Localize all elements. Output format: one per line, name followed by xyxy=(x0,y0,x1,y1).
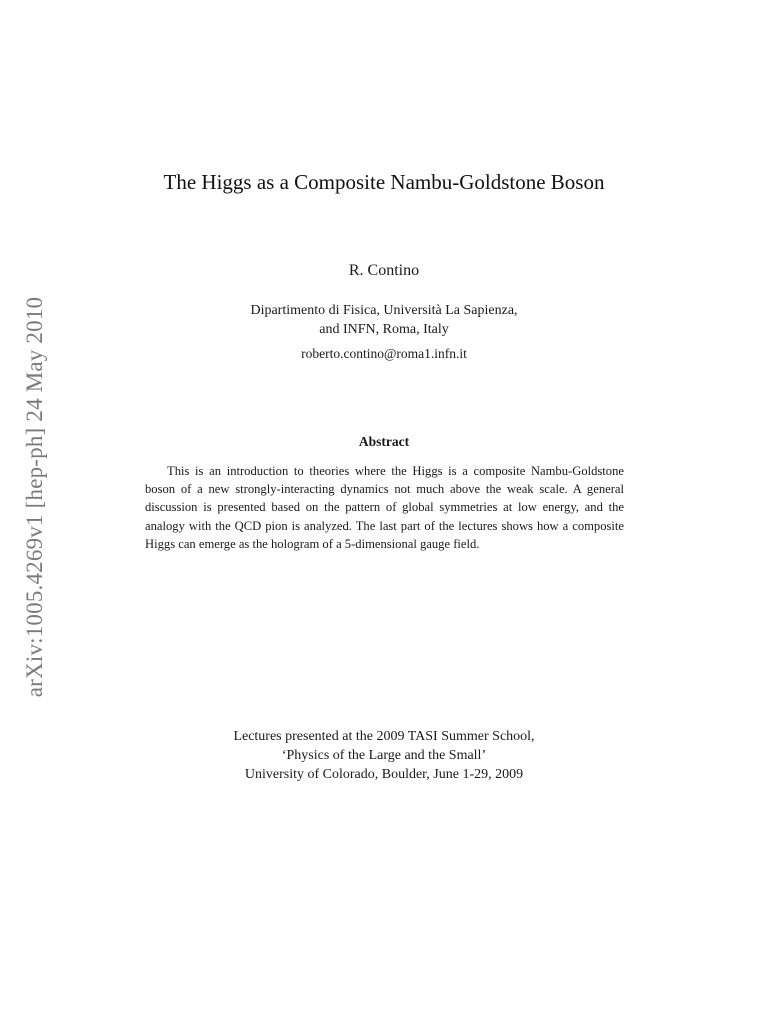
abstract-text: This is an introduction to theories where the Higgs is a composite Nambu-Goldstone boson of a new strongly-interacting dynamics not much above the weak scale. A general discussion is presented based on the pattern of global symmetries at low energy, and the analogy with the QCD pion is analyzed. The last part of the lectures shows how a composite Higgs can emerge as the hologram of a 5-dimensional gauge field. xyxy=(145,464,624,551)
affiliation-line-2: and INFN, Roma, Italy xyxy=(319,322,449,337)
lecture-note-line-1: Lectures presented at the 2009 TASI Summer School, xyxy=(233,729,535,744)
author-affiliation xyxy=(0,301,768,339)
lecture-note-line-3: University of Colorado, Boulder, June 1-29, 2009 xyxy=(244,767,524,782)
arxiv-identifier-stamp: arXiv:1005.4269v1 [hep-ph] 24 May 2010 xyxy=(22,296,47,698)
author-name: R. Contino xyxy=(348,262,420,279)
abstract-heading: Abstract xyxy=(358,434,410,449)
paper-title: The Higgs as a Composite Nambu-Goldstone Boson xyxy=(163,170,605,194)
lecture-note-line-2: ‘Physics of the Large and the Small’ xyxy=(281,748,487,763)
lecture-note xyxy=(0,727,768,784)
author-email: roberto.contino@roma1.infn.it xyxy=(301,346,467,361)
affiliation-line-1: Dipartimento di Fisica, Università La Sapienza, xyxy=(250,303,518,318)
